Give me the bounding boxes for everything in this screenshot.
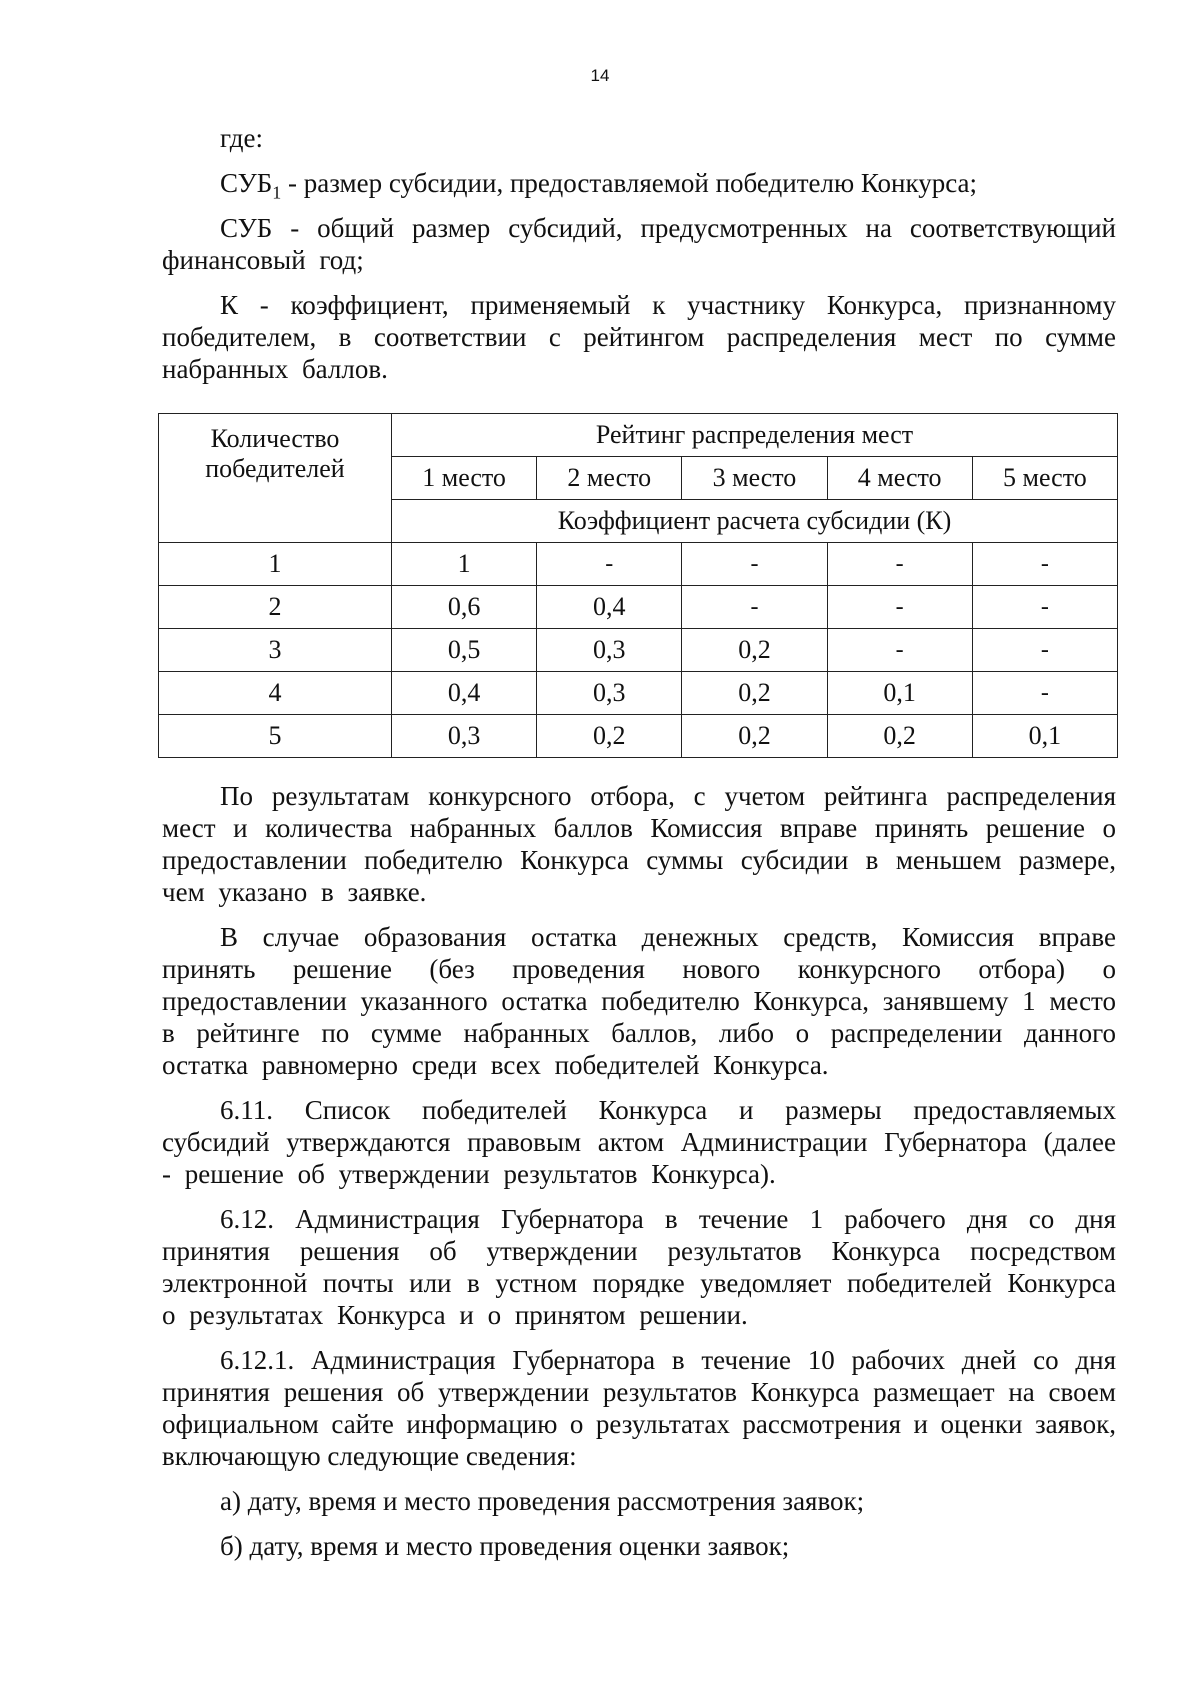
value-cell: 0,2 <box>827 715 972 758</box>
value-cell: - <box>682 586 827 629</box>
table-row <box>159 672 1118 715</box>
value-cell: - <box>972 586 1117 629</box>
rating-header: Рейтинг распределения мест <box>392 414 1118 457</box>
coef-definition: К - коэффициент, применяемый к участнику Конкурса, признанному победителем, в соответствии с рейтингом распределения мест по сумме набранных баллов. <box>162 290 1116 384</box>
value-cell: - <box>827 586 972 629</box>
value-cell: 0,6 <box>392 586 537 629</box>
qty-cell: 5 <box>159 715 392 758</box>
table-header-row <box>159 414 1118 457</box>
value-cell: 0,4 <box>537 586 682 629</box>
value-cell: 0,1 <box>827 672 972 715</box>
value-cell: - <box>972 672 1117 715</box>
sub1-index: 1 <box>272 182 282 203</box>
place-header: 5 место <box>972 457 1117 500</box>
sub1-text: - размер субсидии, предоставляемой победителю Конкурса; <box>281 168 978 198</box>
value-cell: - <box>682 543 827 586</box>
qty-cell: 4 <box>159 672 392 715</box>
qty-cell: 1 <box>159 543 392 586</box>
value-cell: 0,1 <box>972 715 1117 758</box>
clause-6-12: 6.12. Администрация Губернатора в течение 1 рабочего дня со дня принятия решения об утверждении результатов Конкурса посредством электронной почты или в устном порядке уведомляет победителей Конкурса о результатах Конкурса и о принятом решении. <box>162 1204 1116 1330</box>
remainder-paragraph: В случае образования остатка денежных средств, Комиссия вправе принять решение (без проведения нового конкурсного отбора) о предоставлении указанного остатка победителю Конкурса, занявшему 1 место в рейтинге по сумме набранных баллов, либо о распределении данного остатка равномерно среди всех победителей Конкурса. <box>162 922 1117 1080</box>
clause-6-12-1: 6.12.1. Администрация Губернатора в течение 10 рабочих дней со дня принятия решения об утверждении результатов Конкурса размещает на своем официальном сайте информацию о результатах рассмотрения и оценки заявок, включающую следующие сведения: <box>162 1345 1116 1471</box>
value-cell: - <box>972 543 1117 586</box>
qty-header: Количество победителей <box>159 414 392 543</box>
value-cell: 0,3 <box>537 629 682 672</box>
list-item-a: а) дату, время и место проведения рассмотрения заявок; <box>220 1486 865 1516</box>
table-row <box>159 715 1118 758</box>
qty-cell: 3 <box>159 629 392 672</box>
results-paragraph: По результатам конкурсного отбора, с учетом рейтинга распределения мест и количества набранных баллов Комиссия вправе принять решение о предоставлении победителю Конкурса суммы субсидии в меньшем размере, чем указано в заявке. <box>162 781 1116 907</box>
qty-cell: 2 <box>159 586 392 629</box>
place-header: 3 место <box>682 457 827 500</box>
coef-header: Коэффициент расчета субсидии (К) <box>392 500 1118 543</box>
value-cell: 0,2 <box>682 672 827 715</box>
value-cell: 0,2 <box>682 629 827 672</box>
value-cell: 0,2 <box>682 715 827 758</box>
place-header: 4 место <box>827 457 972 500</box>
list-item-b: б) дату, время и место проведения оценки заявок; <box>220 1531 790 1561</box>
coefficient-table <box>158 413 1118 758</box>
value-cell: - <box>972 629 1117 672</box>
value-cell: 0,2 <box>537 715 682 758</box>
sub1-definition <box>162 167 1116 203</box>
page-number: 14 <box>590 66 610 85</box>
place-header: 2 место <box>537 457 682 500</box>
value-cell: 0,3 <box>537 672 682 715</box>
place-header: 1 место <box>392 457 537 500</box>
value-cell: 0,5 <box>392 629 537 672</box>
value-cell: - <box>827 629 972 672</box>
table-row <box>159 543 1118 586</box>
table-row <box>159 629 1118 672</box>
sub-total-definition: СУБ - общий размер субсидий, предусмотренных на соответствующий финансовый год; <box>162 213 1116 275</box>
table-row <box>159 586 1118 629</box>
value-cell: - <box>827 543 972 586</box>
value-cell: 0,3 <box>392 715 537 758</box>
clause-6-11: 6.11. Список победителей Конкурса и размеры предоставляемых субсидий утверждаются правовым актом Администрации Губернатора (далее - решение об утверждении результатов Конкурса). <box>162 1095 1116 1189</box>
page-content <box>162 122 1116 1575</box>
value-cell: 0,4 <box>392 672 537 715</box>
value-cell: - <box>537 543 682 586</box>
sub1-term: СУБ <box>220 168 273 198</box>
where-label: где: <box>220 123 263 153</box>
value-cell: 1 <box>392 543 537 586</box>
